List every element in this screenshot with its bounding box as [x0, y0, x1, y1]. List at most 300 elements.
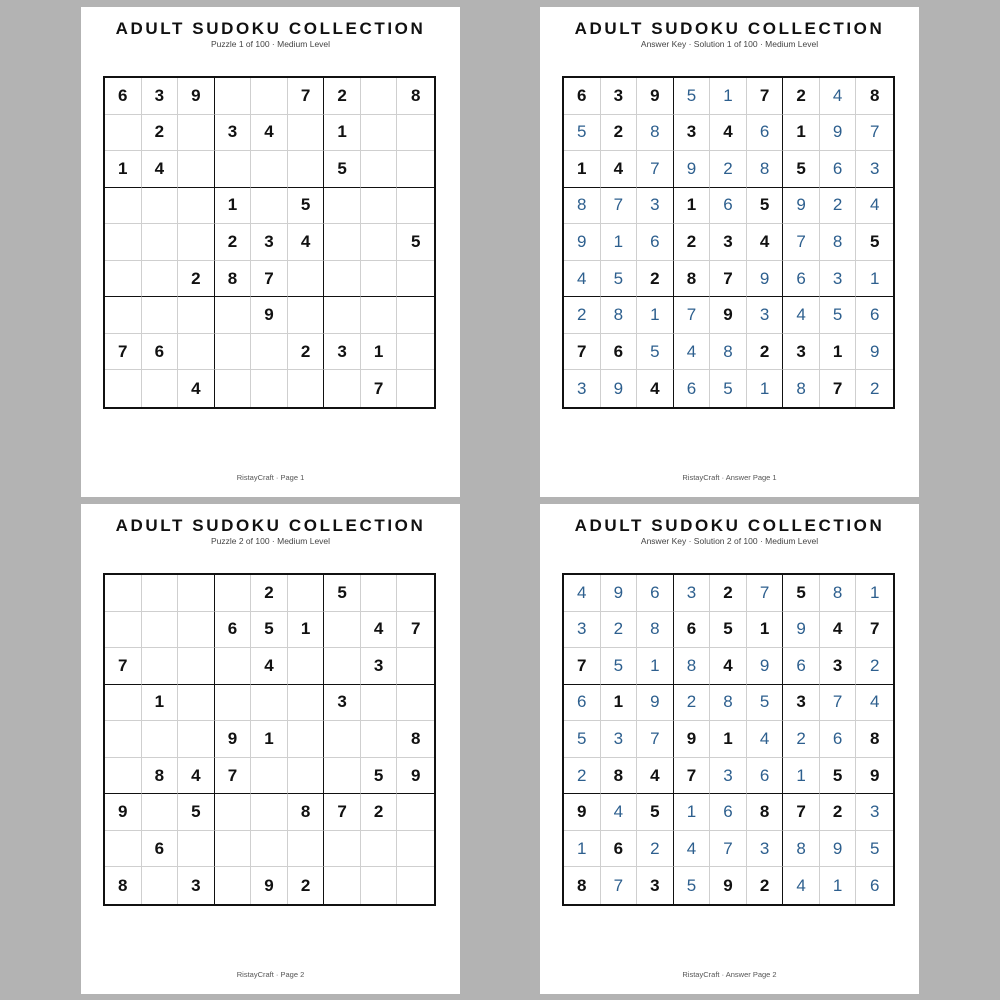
- sudoku-cell: 3: [747, 297, 784, 334]
- sudoku-cell: 4: [856, 188, 893, 225]
- sudoku-cell: 5: [178, 794, 215, 831]
- sudoku-cell: [215, 334, 252, 371]
- sudoku-cell: 7: [601, 188, 638, 225]
- sudoku-cell: 1: [820, 334, 857, 371]
- sudoku-cell: 7: [251, 261, 288, 298]
- sudoku-cell: 3: [820, 648, 857, 685]
- sudoku-cell: 5: [324, 151, 361, 188]
- sudoku-cell: 5: [637, 794, 674, 831]
- sudoku-cell: [105, 261, 142, 298]
- sudoku-cell: 5: [397, 224, 434, 261]
- sudoku-cell: 8: [564, 188, 601, 225]
- sudoku-cell: [142, 188, 179, 225]
- sudoku-cell: [105, 612, 142, 649]
- sudoku-cell: 8: [710, 685, 747, 722]
- sudoku-cell: 3: [710, 758, 747, 795]
- sudoku-cell: [142, 721, 179, 758]
- sudoku-cell: 5: [747, 188, 784, 225]
- sudoku-cell: 3: [674, 115, 711, 152]
- sudoku-cell: 6: [820, 721, 857, 758]
- sudoku-cell: 9: [637, 685, 674, 722]
- sudoku-cell: [178, 721, 215, 758]
- sudoku-cell: 9: [820, 831, 857, 868]
- sudoku-cell: 8: [601, 297, 638, 334]
- sudoku-cell: [178, 612, 215, 649]
- sudoku-cell: [324, 867, 361, 904]
- sudoku-cell: 9: [397, 758, 434, 795]
- sudoku-cell: 9: [747, 261, 784, 298]
- sudoku-cell: 7: [215, 758, 252, 795]
- sudoku-cell: 4: [747, 721, 784, 758]
- sudoku-cell: 9: [601, 575, 638, 612]
- sudoku-cell: 2: [361, 794, 398, 831]
- sudoku-cell: [178, 831, 215, 868]
- sudoku-cell: [288, 685, 325, 722]
- sudoku-cell: 5: [251, 612, 288, 649]
- sudoku-cell: 4: [637, 370, 674, 407]
- sudoku-cell: 4: [564, 261, 601, 298]
- sudoku-cell: [105, 297, 142, 334]
- sudoku-cell: 3: [710, 224, 747, 261]
- sudoku-cell: [142, 575, 179, 612]
- sudoku-cell: [397, 575, 434, 612]
- sudoku-cell: [288, 758, 325, 795]
- sudoku-cell: 4: [601, 151, 638, 188]
- sudoku-cell: 7: [856, 115, 893, 152]
- sudoku-cell: 3: [856, 794, 893, 831]
- sudoku-cell: 9: [601, 370, 638, 407]
- sudoku-cell: 8: [856, 78, 893, 115]
- sudoku-cell: [251, 151, 288, 188]
- sudoku-cell: [142, 261, 179, 298]
- sudoku-cell: 5: [637, 334, 674, 371]
- page-footer: RistayCraft · Answer Page 2: [682, 970, 777, 979]
- sudoku-cell: [324, 612, 361, 649]
- sudoku-cell: [251, 758, 288, 795]
- sudoku-cell: 2: [251, 575, 288, 612]
- sudoku-cell: 8: [856, 721, 893, 758]
- sudoku-cell: 8: [397, 78, 434, 115]
- sudoku-cell: 9: [674, 721, 711, 758]
- sudoku-cell: [361, 721, 398, 758]
- sudoku-cell: 2: [142, 115, 179, 152]
- sudoku-cell: [215, 370, 252, 407]
- sudoku-cell: [142, 794, 179, 831]
- sudoku-cell: 3: [564, 612, 601, 649]
- sudoku-cell: 8: [637, 115, 674, 152]
- solution-2-page: [540, 504, 919, 994]
- sudoku-cell: 2: [564, 758, 601, 795]
- sudoku-grid: [103, 76, 436, 409]
- sudoku-cell: 8: [747, 151, 784, 188]
- page-title: ADULT SUDOKU COLLECTION: [574, 19, 885, 38]
- sudoku-cell: [142, 297, 179, 334]
- sudoku-cell: 3: [856, 151, 893, 188]
- sudoku-cell: [324, 261, 361, 298]
- sudoku-cell: 7: [710, 831, 747, 868]
- sudoku-cell: 7: [710, 261, 747, 298]
- sudoku-cell: 3: [601, 78, 638, 115]
- sudoku-cell: 2: [674, 685, 711, 722]
- sudoku-cell: 1: [564, 151, 601, 188]
- page-footer: RistayCraft · Page 2: [236, 970, 305, 979]
- sudoku-cell: [397, 648, 434, 685]
- sudoku-cell: 6: [142, 334, 179, 371]
- sudoku-cell: 8: [783, 831, 820, 868]
- sudoku-cell: 1: [820, 867, 857, 904]
- sudoku-cell: [397, 334, 434, 371]
- sudoku-cell: 1: [637, 297, 674, 334]
- page-subtitle: Puzzle 2 of 100 · Medium Level: [210, 536, 331, 546]
- sudoku-cell: 6: [783, 648, 820, 685]
- sudoku-cell: 3: [251, 224, 288, 261]
- sudoku-cell: [215, 575, 252, 612]
- sudoku-cell: [361, 575, 398, 612]
- sudoku-cell: [324, 224, 361, 261]
- sudoku-cell: 2: [747, 867, 784, 904]
- sudoku-cell: 2: [820, 794, 857, 831]
- sudoku-cell: 4: [710, 115, 747, 152]
- sudoku-cell: [324, 721, 361, 758]
- sudoku-cell: 6: [747, 758, 784, 795]
- sudoku-cell: 5: [288, 188, 325, 225]
- sudoku-cell: [215, 297, 252, 334]
- sudoku-cell: [142, 224, 179, 261]
- sudoku-cell: [288, 151, 325, 188]
- sudoku-cell: [397, 151, 434, 188]
- sudoku-answer-grid: [562, 573, 895, 906]
- sudoku-cell: [397, 261, 434, 298]
- sudoku-cell: 1: [674, 188, 711, 225]
- sudoku-cell: 1: [856, 261, 893, 298]
- sudoku-cell: 1: [856, 575, 893, 612]
- sudoku-cell: 7: [820, 685, 857, 722]
- sudoku-cell: 1: [674, 794, 711, 831]
- sudoku-cell: [361, 224, 398, 261]
- sudoku-cell: 9: [251, 297, 288, 334]
- page-title: ADULT SUDOKU COLLECTION: [574, 516, 885, 535]
- sudoku-cell: [142, 648, 179, 685]
- sudoku-cell: 4: [288, 224, 325, 261]
- sudoku-cell: [178, 151, 215, 188]
- sudoku-cell: 5: [710, 370, 747, 407]
- sudoku-cell: 7: [601, 867, 638, 904]
- sudoku-cell: [397, 867, 434, 904]
- sudoku-cell: 2: [601, 612, 638, 649]
- sudoku-cell: 6: [869, 875, 880, 895]
- sudoku-cell: 1: [215, 188, 252, 225]
- sudoku-cell: 3: [324, 685, 361, 722]
- sudoku-cell: [361, 685, 398, 722]
- sudoku-cell: 2: [637, 831, 674, 868]
- sudoku-cell: 7: [674, 297, 711, 334]
- sudoku-cell: 8: [601, 758, 638, 795]
- sudoku-cell: 6: [747, 115, 784, 152]
- sudoku-grid: [103, 573, 436, 906]
- sudoku-cell: 9: [251, 867, 288, 904]
- sudoku-cell: [361, 831, 398, 868]
- sudoku-cell: 9: [564, 794, 601, 831]
- sudoku-cell: [361, 115, 398, 152]
- sudoku-cell: 1: [564, 831, 601, 868]
- puzzle-2-page: [81, 504, 460, 994]
- sudoku-cell: 4: [856, 685, 893, 722]
- sudoku-cell: 5: [601, 648, 638, 685]
- sudoku-cell: 9: [178, 78, 215, 115]
- sudoku-cell: 7: [105, 648, 142, 685]
- sudoku-cell: 6: [601, 334, 638, 371]
- sudoku-cell: [324, 648, 361, 685]
- sudoku-cell: 2: [710, 151, 747, 188]
- sudoku-cell: 4: [142, 151, 179, 188]
- sudoku-cell: 2: [601, 115, 638, 152]
- sudoku-cell: [324, 758, 361, 795]
- sudoku-cell: 1: [361, 334, 398, 371]
- sudoku-cell: [397, 685, 434, 722]
- sudoku-cell: [142, 370, 179, 407]
- sudoku-cell: 3: [324, 334, 361, 371]
- sudoku-cell: 2: [564, 297, 601, 334]
- sudoku-cell: [178, 188, 215, 225]
- sudoku-cell: 9: [215, 721, 252, 758]
- sudoku-cell: 2: [324, 78, 361, 115]
- sudoku-cell: [178, 685, 215, 722]
- sudoku-cell: 7: [324, 794, 361, 831]
- sudoku-cell: [178, 115, 215, 152]
- sudoku-cell: 6: [601, 831, 638, 868]
- sudoku-cell: 9: [856, 334, 893, 371]
- sudoku-cell: 5: [601, 261, 638, 298]
- sudoku-cell: 4: [674, 831, 711, 868]
- sudoku-cell: [105, 685, 142, 722]
- sudoku-cell: 4: [361, 612, 398, 649]
- sudoku-cell: 5: [710, 612, 747, 649]
- sudoku-cell: 6: [856, 297, 893, 334]
- sudoku-cell: [178, 575, 215, 612]
- sudoku-cell: [288, 370, 325, 407]
- sudoku-cell: [215, 794, 252, 831]
- sudoku-cell: [361, 297, 398, 334]
- sudoku-cell: [324, 297, 361, 334]
- sudoku-cell: 9: [674, 151, 711, 188]
- sudoku-cell: 1: [288, 612, 325, 649]
- sudoku-cell: 7: [856, 612, 893, 649]
- sudoku-cell: 4: [251, 115, 288, 152]
- sudoku-cell: 2: [783, 721, 820, 758]
- sudoku-cell: 3: [674, 575, 711, 612]
- sudoku-cell: 2: [869, 378, 880, 398]
- sudoku-cell: 5: [856, 224, 893, 261]
- sudoku-cell: 5: [783, 151, 820, 188]
- sudoku-cell: 4: [178, 758, 215, 795]
- sudoku-cell: 9: [105, 794, 142, 831]
- sudoku-cell: 8: [105, 867, 142, 904]
- sudoku-cell: 7: [637, 721, 674, 758]
- sudoku-cell: 3: [142, 78, 179, 115]
- sudoku-cell: 4: [710, 648, 747, 685]
- sudoku-cell: 9: [710, 867, 747, 904]
- sudoku-cell: 9: [710, 297, 747, 334]
- sudoku-cell: 3: [637, 867, 674, 904]
- sudoku-cell: [397, 370, 434, 407]
- sudoku-cell: [288, 297, 325, 334]
- sudoku-cell: [142, 867, 179, 904]
- sudoku-cell: [105, 758, 142, 795]
- sudoku-cell: [215, 648, 252, 685]
- sudoku-cell: [215, 685, 252, 722]
- sudoku-cell: 8: [710, 334, 747, 371]
- sudoku-cell: 3: [601, 721, 638, 758]
- sudoku-cell: [178, 648, 215, 685]
- sudoku-cell: 5: [856, 831, 893, 868]
- sudoku-cell: [397, 794, 434, 831]
- sudoku-cell: 8: [674, 648, 711, 685]
- sudoku-cell: 1: [710, 78, 747, 115]
- sudoku-cell: 8: [564, 867, 601, 904]
- sudoku-cell: 3: [361, 648, 398, 685]
- sudoku-cell: [324, 188, 361, 225]
- sudoku-cell: 7: [288, 78, 325, 115]
- sudoku-cell: 2: [637, 261, 674, 298]
- sudoku-cell: 4: [251, 648, 288, 685]
- sudoku-cell: 5: [674, 867, 711, 904]
- sudoku-cell: 8: [637, 612, 674, 649]
- sudoku-cell: 1: [637, 648, 674, 685]
- sudoku-cell: [105, 721, 142, 758]
- sudoku-cell: [251, 685, 288, 722]
- sudoku-cell: 7: [564, 334, 601, 371]
- sudoku-cell: 8: [674, 261, 711, 298]
- sudoku-cell: [105, 831, 142, 868]
- sudoku-cell: [105, 224, 142, 261]
- sudoku-cell: 8: [783, 370, 820, 407]
- sudoku-cell: 8: [215, 261, 252, 298]
- sudoku-cell: 1: [747, 612, 784, 649]
- sudoku-cell: 7: [747, 575, 784, 612]
- sudoku-cell: 6: [783, 261, 820, 298]
- sudoku-cell: [397, 188, 434, 225]
- sudoku-cell: [288, 261, 325, 298]
- sudoku-cell: [215, 78, 252, 115]
- sudoku-cell: 6: [215, 612, 252, 649]
- sudoku-cell: 1: [105, 151, 142, 188]
- sudoku-cell: [178, 297, 215, 334]
- sudoku-cell: [105, 370, 142, 407]
- sudoku-cell: 1: [324, 115, 361, 152]
- sudoku-cell: [251, 831, 288, 868]
- sudoku-cell: 9: [783, 612, 820, 649]
- sudoku-cell: 3: [820, 261, 857, 298]
- sudoku-cell: 9: [783, 188, 820, 225]
- sudoku-cell: 4: [601, 794, 638, 831]
- sudoku-cell: 6: [142, 831, 179, 868]
- sudoku-cell: [288, 648, 325, 685]
- sudoku-cell: 6: [105, 78, 142, 115]
- sudoku-cell: 9: [820, 115, 857, 152]
- sudoku-cell: 4: [178, 370, 215, 407]
- solution-1-page: [540, 7, 919, 497]
- sudoku-cell: [288, 721, 325, 758]
- sudoku-cell: 7: [637, 151, 674, 188]
- sudoku-cell: 3: [637, 188, 674, 225]
- sudoku-cell: [251, 334, 288, 371]
- puzzle-1-page: [81, 7, 460, 497]
- sudoku-cell: 1: [747, 370, 784, 407]
- sudoku-cell: 1: [142, 685, 179, 722]
- sudoku-cell: 3: [783, 334, 820, 371]
- sudoku-cell: 5: [361, 758, 398, 795]
- sudoku-cell: 2: [674, 224, 711, 261]
- sudoku-cell: 1: [783, 758, 820, 795]
- sudoku-cell: 4: [564, 575, 601, 612]
- sudoku-cell: [251, 370, 288, 407]
- sudoku-cell: 7: [783, 794, 820, 831]
- sudoku-cell: 8: [820, 224, 857, 261]
- page-footer: RistayCraft · Page 1: [236, 473, 305, 482]
- sudoku-cell: 2: [783, 78, 820, 115]
- sudoku-cell: [361, 261, 398, 298]
- sudoku-cell: 5: [783, 575, 820, 612]
- sudoku-cell: [361, 78, 398, 115]
- sudoku-cell: [324, 370, 361, 407]
- sudoku-cell: [142, 612, 179, 649]
- sudoku-cell: 4: [783, 297, 820, 334]
- sudoku-cell: [178, 224, 215, 261]
- sudoku-cell: 6: [674, 370, 711, 407]
- sudoku-cell: 5: [324, 575, 361, 612]
- sudoku-cell: 8: [820, 575, 857, 612]
- sudoku-cell: [105, 115, 142, 152]
- sudoku-cell: 7: [820, 370, 857, 407]
- sudoku-cell: 6: [710, 794, 747, 831]
- sudoku-cell: 4: [820, 612, 857, 649]
- sudoku-cell: [251, 78, 288, 115]
- sudoku-cell: 2: [178, 261, 215, 298]
- sudoku-cell: 2: [856, 648, 893, 685]
- sudoku-cell: [215, 151, 252, 188]
- sudoku-cell: 9: [564, 224, 601, 261]
- sudoku-cell: [251, 794, 288, 831]
- sudoku-cell: [361, 151, 398, 188]
- sudoku-cell: 1: [710, 721, 747, 758]
- sudoku-cell: 7: [361, 370, 398, 407]
- sudoku-cell: 6: [564, 78, 601, 115]
- sudoku-cell: 8: [397, 721, 434, 758]
- sudoku-cell: 1: [601, 685, 638, 722]
- sudoku-cell: [288, 831, 325, 868]
- sudoku-cell: 9: [856, 758, 893, 795]
- sudoku-cell: [397, 831, 434, 868]
- sudoku-cell: 7: [674, 758, 711, 795]
- sudoku-cell: 4: [637, 758, 674, 795]
- page-subtitle: Answer Key · Solution 2 of 100 · Medium Level: [640, 536, 819, 546]
- sudoku-cell: 6: [564, 685, 601, 722]
- sudoku-cell: 2: [747, 334, 784, 371]
- sudoku-cell: [288, 575, 325, 612]
- sudoku-cell: 6: [674, 612, 711, 649]
- sudoku-cell: 2: [820, 188, 857, 225]
- page-footer: RistayCraft · Answer Page 1: [682, 473, 777, 482]
- sudoku-cell: 2: [288, 867, 325, 904]
- sudoku-cell: [215, 831, 252, 868]
- sudoku-cell: 5: [564, 721, 601, 758]
- sudoku-cell: 7: [747, 78, 784, 115]
- sudoku-cell: [105, 575, 142, 612]
- sudoku-cell: 3: [747, 831, 784, 868]
- sudoku-cell: 6: [637, 224, 674, 261]
- page-title: ADULT SUDOKU COLLECTION: [115, 516, 426, 535]
- sudoku-cell: 6: [637, 575, 674, 612]
